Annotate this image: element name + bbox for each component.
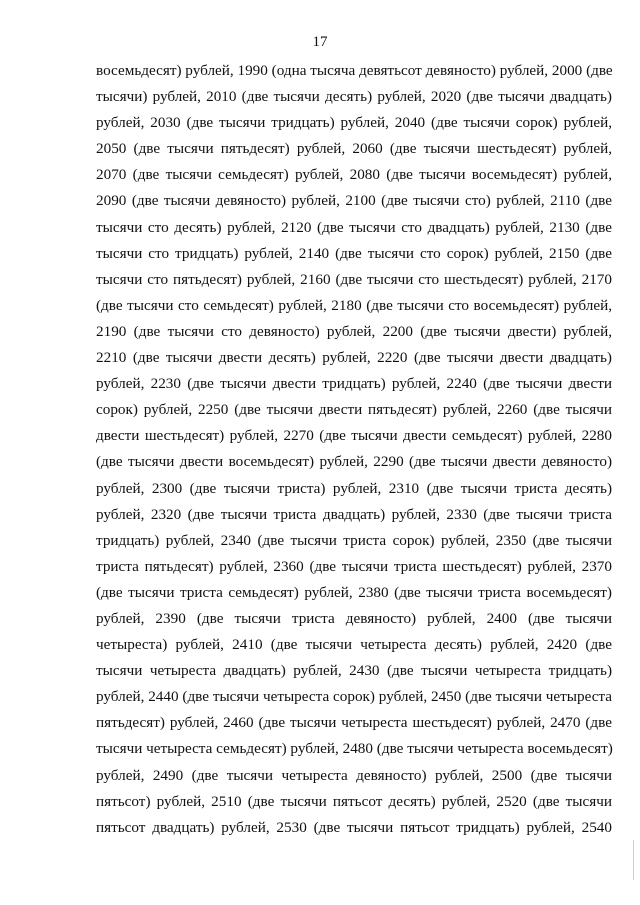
text-line: (две тысячи триста семьдесят) рублей, 2380 (две тысячи триста восемьдесят) — [96, 583, 612, 601]
text-line: триста пятьдесят) рублей, 2360 (две тысячи триста шестьдесят) рублей, 2370 — [96, 557, 612, 575]
text-line: восемьдесят) рублей, 1990 (одна тысяча девятьсот девяносто) рублей, 2000 (две — [96, 62, 613, 79]
text-line: пятьдесят) рублей, 2460 (две тысячи четыреста шестьдесят) рублей, 2470 (две — [96, 714, 612, 732]
text-line: (две тысячи сто семьдесят) рублей, 2180 (две тысячи сто восемьдесят) рублей, — [96, 296, 612, 314]
text-line: рублей, 2300 (две тысячи триста) рублей, 2310 (две тысячи триста десять) — [96, 479, 612, 497]
scan-artifact — [633, 840, 634, 880]
page-number: 17 — [312, 34, 328, 50]
text-line: (две тысячи двести восемьдесят) рублей, 2290 (две тысячи двести девяносто) — [96, 453, 612, 471]
text-line: сорок) рублей, 2250 (две тысячи двести пятьдесят) рублей, 2260 (две тысячи — [96, 401, 612, 419]
text-line: 2050 (две тысячи пятьдесят) рублей, 2060 (две тысячи шестьдесят) рублей, — [96, 140, 612, 158]
text-line: 2070 (две тысячи семьдесят) рублей, 2080 (две тысячи восемьдесят) рублей, — [96, 166, 612, 184]
text-line: тысячи сто пятьдесят) рублей, 2160 (две тысячи сто шестьдесят) рублей, 2170 — [96, 270, 612, 288]
text-line: пятьсот двадцать) рублей, 2530 (две тысячи пятьсот тридцать) рублей, 2540 — [96, 818, 612, 836]
text-line: тысячи сто десять) рублей, 2120 (две тысячи сто двадцать) рублей, 2130 (две — [96, 218, 612, 236]
text-line: тридцать) рублей, 2340 (две тысячи триста сорок) рублей, 2350 (две тысячи — [96, 531, 612, 549]
text-line: рублей, 2390 (две тысячи триста девяносто) рублей, 2400 (две тысячи — [96, 609, 612, 627]
text-line: тысячи) рублей, 2010 (две тысячи десять) рублей, 2020 (две тысячи двадцать) — [96, 88, 612, 106]
text-line: четыреста) рублей, 2410 (две тысячи четыреста десять) рублей, 2420 (две — [96, 636, 612, 654]
body-text — [96, 58, 612, 841]
text-line: двести шестьдесят) рублей, 2270 (две тысячи двести семьдесят) рублей, 2280 — [96, 427, 612, 445]
text-line: рублей, 2230 (две тысячи двести тридцать) рублей, 2240 (две тысячи двести — [96, 375, 612, 393]
text-line: 2090 (две тысячи девяносто) рублей, 2100 (две тысячи сто) рублей, 2110 (две — [96, 192, 612, 210]
text-line: 2190 (две тысячи сто девяносто) рублей, 2200 (две тысячи двести) рублей, — [96, 322, 612, 340]
text-line: пятьсот) рублей, 2510 (две тысячи пятьсот десять) рублей, 2520 (две тысячи — [96, 792, 612, 810]
text-line: тысячи четыреста двадцать) рублей, 2430 (две тысячи четыреста тридцать) — [96, 662, 612, 680]
text-line: рублей, 2490 (две тысячи четыреста девяносто) рублей, 2500 (две тысячи — [96, 766, 612, 784]
text-line: тысячи четыреста семьдесят) рублей, 2480 (две тысячи четыреста восемьдесят) — [96, 740, 613, 758]
text-line: 2210 (две тысячи двести десять) рублей, 2220 (две тысячи двести двадцать) — [96, 349, 612, 367]
text-line: рублей, 2320 (две тысячи триста двадцать) рублей, 2330 (две тысячи триста — [96, 505, 612, 523]
text-line: тысячи сто тридцать) рублей, 2140 (две тысячи сто сорок) рублей, 2150 (две — [96, 244, 612, 262]
text-line: рублей, 2030 (две тысячи тридцать) рублей, 2040 (две тысячи сорок) рублей, — [96, 114, 612, 132]
text-line: рублей, 2440 (две тысячи четыреста сорок) рублей, 2450 (две тысячи четыреста — [96, 688, 612, 706]
